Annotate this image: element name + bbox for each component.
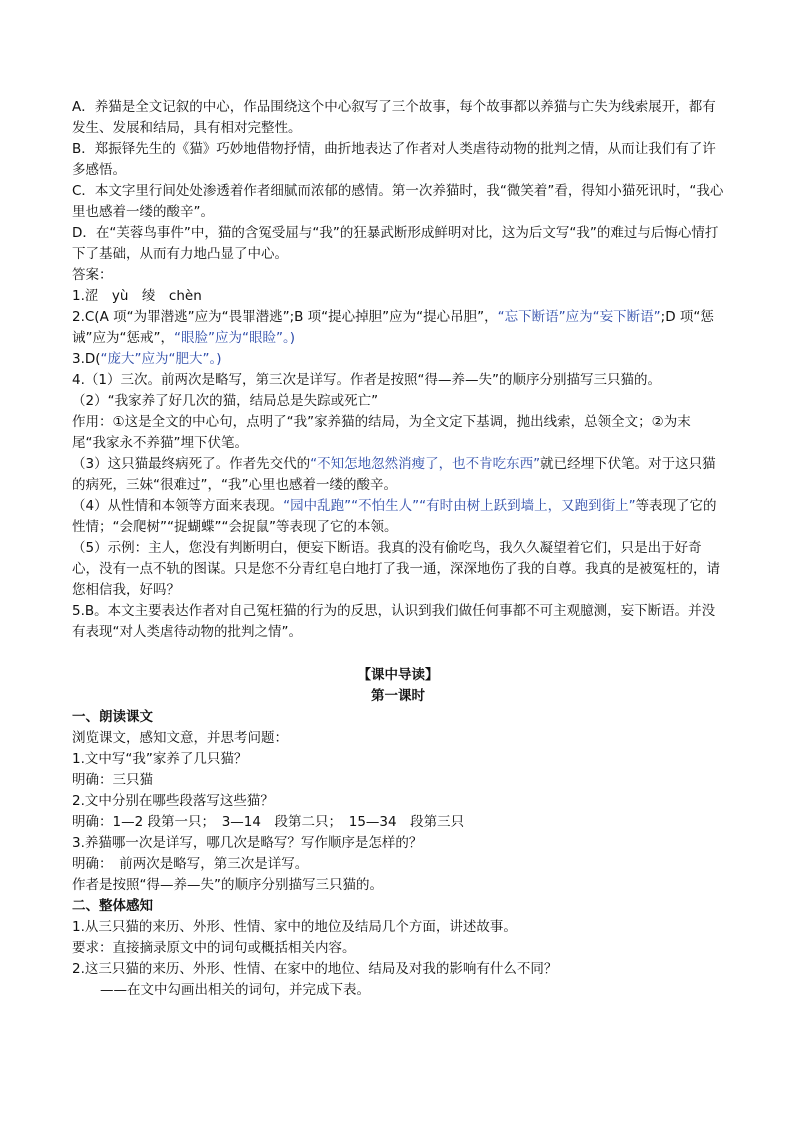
- option-b: B．郑振铎先生的《猫》巧妙地借物抒情，曲折地表达了作者对人类虐待动物的批判之情，从而让我们有了许多感悟。: [72, 141, 716, 178]
- answer-4-3: [72, 454, 724, 496]
- answer-2: [72, 307, 724, 349]
- section-1-intro: 浏览课文，感知文意，并思考问题：: [72, 730, 288, 746]
- lesson-title: 第一课时: [371, 688, 425, 704]
- option-a: A．养猫是全文记叙的中心，作品围绕这个中心叙写了三个故事，每个故事都以养猫与亡失为线索展开，都有发生、发展和结局，具有相对完整性。: [72, 99, 716, 136]
- answer-3-highlight: “庞大”应为“肥大”。): [100, 351, 222, 367]
- answer-3-text: 3.D(: [72, 351, 101, 367]
- perception-1-requirement: 要求：直接摘录原文中的词句或概括相关内容。: [72, 940, 356, 956]
- answer-2-highlight-b: “眼脸”应为“眼睑”。): [173, 330, 295, 346]
- answer-4-4-text-b: 等表现了它的性情；“会爬树”“捉蝴蝶”“会捉鼠”等表现了它的本领。: [72, 498, 717, 535]
- answer-2-text-b: ;D 项“惩诫”应为“惩戒”，: [72, 309, 714, 346]
- answer-4-4-text: （4）从性情和本领等方面来表现。: [72, 498, 284, 514]
- document-body: [72, 97, 724, 1001]
- answer-4-3-text: （3）这只猫最终病死了。作者先交代的: [72, 456, 311, 472]
- answer-5: 5.B。本文主要表达作者对自己冤枉猫的行为的反思，认识到我们做任何事都不可主观臆测，妄下断语。并没有表现“对人类虐待动物的批判之情”。: [72, 603, 716, 640]
- answer-4-3-highlight: “不知怎地忽然消瘦了，也不肯吃东西”: [310, 456, 541, 472]
- question-3-answer-b: 作者是按照“得—养—失”的顺序分别描写三只猫的。: [72, 877, 383, 893]
- answers-heading: 答案：: [72, 267, 113, 283]
- option-c: C．本文字里行间处处渗透着作者细腻而浓郁的感情。第一次养猫时，我“微笑着”看，得知小猫死讯时，“我心里也感着一缕的酸辛”。: [72, 183, 724, 220]
- question-3: 3.养猫哪一次是详写，哪几次是略写？写作顺序是怎样的？: [72, 835, 423, 851]
- answer-4-5: （5）示例：主人，您没有判断明白，便妄下断语。我真的没有偷吃鸟，我久久凝望着它们，只是出于好奇心，没有一点不轨的图谋。只是您不分青红皂白地打了我一通，深深地伤了我的自尊。我真的是被冤枉的，请您相信我，好吗？: [72, 540, 720, 598]
- question-1: 1.文中写“我”家养了几只猫？: [72, 751, 248, 767]
- answer-4-3-text-b: 就已经埋下伏笔。对于这只猫的病死，三妹“很难过”，“我”心里也感着一缕的酸辛。: [72, 456, 716, 493]
- perception-2: 2.这三只猫的来历、外形、性情、在家中的地位、结局及对我的影响有什么不同？: [72, 961, 558, 977]
- answer-4-2: （2）“我家养了好几次的猫，结局总是失踪或死亡”: [72, 393, 379, 409]
- option-d: D．在“芙蓉鸟事件”中，猫的含冤受屈与“我”的狂暴武断形成鲜明对比，这为后文写“我”的难过与后悔心情打下了基础，从而有力地凸显了中心。: [72, 225, 719, 262]
- answer-4-2-effect: 作用：①这是全文的中心句，点明了“我”家养猫的结局，为全文定下基调，抛出线索，总领全文；②为末尾“我家永不养猫”埋下伏笔。: [72, 414, 691, 451]
- answer-2-highlight: “忘下断语”应为“妄下断语”: [497, 309, 661, 325]
- question-3-answer: 明确： 前两次是略写，第三次是详写。: [72, 856, 309, 872]
- perception-2-requirement: ——在文中勾画出相关的词句，并完成下表。: [100, 982, 370, 998]
- answer-4-1: 4.（1）三次。前两次是略写，第三次是详写。作者是按照“得—养—失”的顺序分别描写三只猫的。: [72, 372, 661, 388]
- question-2-answer: 明确：1—2 段第一只； 3—14 段第二只； 15—34 段第三只: [72, 814, 465, 830]
- section-2-heading: 二、整体感知: [72, 898, 153, 914]
- section-gap: [72, 643, 724, 665]
- perception-1: 1.从三只猫的来历、外形、性情、家中的地位及结局几个方面，讲述故事。: [72, 919, 517, 935]
- answer-4-4: [72, 496, 724, 538]
- question-1-answer: 明确：三只猫: [72, 772, 153, 788]
- answer-1: 1.涩 yù 绫 chèn: [72, 288, 202, 304]
- answer-2-text: 2.C(A 项“为罪潜逃”应为“畏罪潜逃”;B 项“提心掉胆”应为“提心吊胆”，: [72, 309, 498, 325]
- answer-4-4-highlight: “园中乱跑”“不怕生人”“有时由树上跃到墙上，又跑到街上”: [283, 498, 636, 514]
- section-1-heading: 一、朗读课文: [72, 709, 153, 725]
- guide-title: 【课中导读】: [357, 667, 439, 683]
- question-2: 2.文中分别在哪些段落写这些猫？: [72, 793, 274, 809]
- answer-3: [72, 349, 724, 370]
